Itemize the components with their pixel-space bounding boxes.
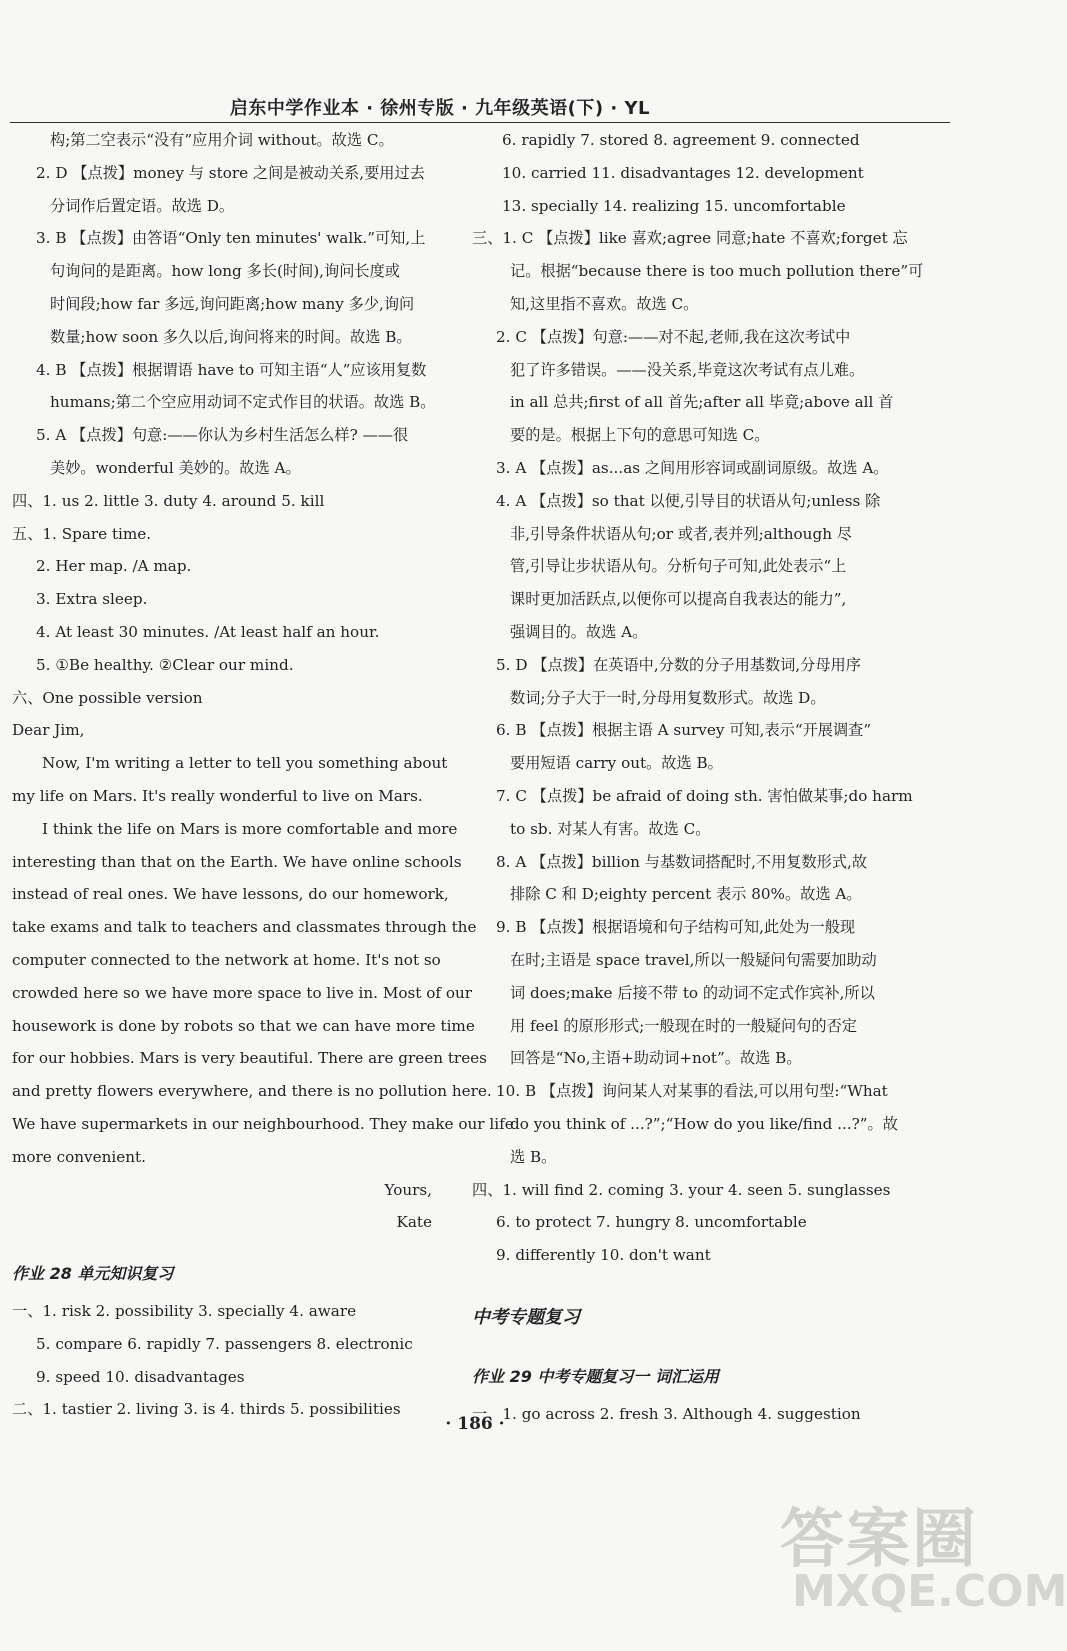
text-line: 5. A 【点拨】句意:——你认为乡村生活怎么样? ——很 [36, 426, 409, 445]
text-line: more convenient. [12, 1147, 146, 1166]
text-line: 记。根据“because there is too much pollution there”可 [510, 262, 924, 281]
text-line: 2. D 【点拨】money 与 store 之间是被动关系,要用过去 [36, 163, 425, 182]
text-line: Yours, [384, 1180, 432, 1199]
text-line: 知,这里指不喜欢。故选 C。 [510, 294, 699, 313]
text-line: 数量;how soon 多久以后,询问将来的时间。故选 B。 [50, 327, 412, 346]
text-line: 回答是“No,主语+助动词+not”。故选 B。 [510, 1049, 802, 1068]
text-line: 6. B 【点拨】根据主语 A survey 可知,表示“开展调查” [496, 721, 872, 740]
text-line: to sb. 对某人有害。故选 C。 [510, 819, 711, 838]
text-line: 8. A 【点拨】billion 与基数词搭配时,不用复数形式,故 [496, 852, 868, 871]
text-line: interesting than that on the Earth. We have online schools [12, 852, 462, 871]
text-line: 要用短语 carry out。故选 B。 [510, 754, 723, 773]
left-answer-lines [12, 124, 514, 1239]
text-line: 在时;主语是 space travel,所以一般疑问句需要加助动 [510, 950, 877, 969]
text-line: 5. ①Be healthy. ②Clear our mind. [36, 655, 294, 674]
text-line: computer connected to the network at home. It's not so [12, 950, 441, 969]
text-line: 强调目的。故选 A。 [510, 622, 648, 641]
text-line: 非,引导条件状语从句;or 或者,表并列;although 尽 [510, 524, 852, 543]
text-line: do you think of ...?”;“How do you like/find ...?”。故 [510, 1114, 898, 1133]
text-line: 5. D 【点拨】在英语中,分数的分子用基数词,分母用序 [496, 655, 861, 674]
text-line: 选 B。 [510, 1147, 557, 1166]
text-line: 四、1. will find 2. coming 3. your 4. seen 5. sunglasses [472, 1180, 891, 1199]
text-line: 4. At least 30 minutes. /At least half an hour. [36, 622, 380, 641]
text-line: 5. compare 6. rapidly 7. passengers 8. electronic [36, 1334, 413, 1353]
text-line: 9. differently 10. don't want [496, 1246, 711, 1265]
text-line: 课时更加活跃点,以便你可以提高自我表达的能力”, [510, 590, 847, 609]
text-line: 分词作后置定语。故选 D。 [50, 196, 235, 215]
text-line: for our hobbies. Mars is very beautiful. There are green trees [12, 1049, 487, 1068]
text-line: I think the life on Mars is more comfortable and more [42, 819, 458, 838]
text-line: 2. Her map. /A map. [36, 557, 192, 576]
text-line: 10. B 【点拨】询问某人对某事的看法,可以用句型:“What [496, 1082, 888, 1101]
text-line: 要的是。根据上下句的意思可知选 C。 [510, 426, 770, 445]
text-line: 时间段;how far 多远,询问距离;how many 多少,询问 [50, 294, 415, 313]
text-line: housework is done by robots so that we can have more time [12, 1016, 475, 1035]
text-line: 10. carried 11. disadvantages 12. development [502, 163, 864, 182]
header-title: 启东中学作业本 · 徐州专版 · 九年级英语(下) · YL [229, 98, 650, 119]
text-line: 四、1. us 2. little 3. duty 4. around 5. kill [12, 491, 325, 510]
section-title-28: 作业 28 单元知识复习 [12, 1264, 174, 1284]
text-line: 词 does;make 后接不带 to 的动词不定式作宾补,所以 [510, 983, 875, 1002]
text-line: 美妙。wonderful 美妙的。故选 A。 [50, 458, 301, 477]
text-line: 句询问的是距离。how long 多长(时间),询问长度或 [50, 262, 400, 281]
page-number: · 186 · [445, 1414, 505, 1434]
watermark-logo: 答案圈 [780, 1503, 978, 1577]
text-line: 用 feel 的原形形式;一般现在时的一般疑问句的否定 [510, 1016, 857, 1035]
text-line: 2. C 【点拨】句意:——对不起,老师,我在这次考试中 [496, 327, 851, 346]
text-line: 六、One possible version [12, 688, 203, 707]
text-line: Kate [396, 1213, 432, 1232]
right-column [472, 124, 924, 1431]
text-line: 五、1. Spare time. [12, 524, 152, 543]
text-line: my life on Mars. It's really wonderful to live on Mars. [12, 786, 423, 805]
text-line: 7. C 【点拨】be afraid of doing sth. 害怕做某事;do harm [496, 786, 913, 805]
text-line: take exams and talk to teachers and classmates through the [12, 918, 477, 937]
right-answer-lines [472, 124, 924, 1272]
text-line: 3. Extra sleep. [36, 590, 148, 609]
text-line: 13. specially 14. realizing 15. uncomfortable [502, 196, 846, 215]
text-line: 9. B 【点拨】根据语境和句子结构可知,此处为一般现 [496, 918, 856, 937]
text-line: 管,引导让步状语从句。分析句子可知,此处表示“上 [510, 557, 847, 576]
text-line: 二、1. tastier 2. living 3. is 4. thirds 5. possibilities [12, 1400, 401, 1419]
text-line: instead of real ones. We have lessons, do our homework, [12, 885, 449, 904]
text-line: 犯了许多错误。——没关系,毕竟这次考试有点儿难。 [510, 360, 865, 379]
page-header [10, 88, 950, 123]
text-line: and pretty flowers everywhere, and there is no pollution here. [12, 1082, 492, 1101]
text-line: 4. A 【点拨】so that 以便,引导目的状语从句;unless 除 [496, 491, 881, 510]
text-line: 一、1. go across 2. fresh 3. Although 4. suggestion [472, 1404, 861, 1423]
text-line: 一、1. risk 2. possibility 3. specially 4. aware [12, 1302, 357, 1321]
text-line: 排除 C 和 D;eighty percent 表示 80%。故选 A。 [510, 885, 862, 904]
watermark [760, 1488, 1067, 1638]
section-title-29: 作业 29 中考专题复习一 词汇运用 [472, 1366, 719, 1386]
section-28-lines [12, 1295, 444, 1426]
text-line: 4. B 【点拨】根据谓语 have to 可知主语“人”应该用复数 [36, 360, 427, 379]
text-line: 三、1. C 【点拨】like 喜欢;agree 同意;hate 不喜欢;forget 忘 [472, 229, 908, 248]
text-line: in all 总共;first of all 首先;after all 毕竟;above all 首 [510, 393, 894, 412]
text-line: 9. speed 10. disadvantages [36, 1367, 245, 1386]
text-line: 6. rapidly 7. stored 8. agreement 9. connected [502, 131, 860, 149]
big-section-title: 中考专题复习 [472, 1306, 580, 1328]
text-line: Dear Jim, [12, 721, 85, 740]
text-line: 构;第二空表示“没有”应用介词 without。故选 C。 [50, 131, 394, 149]
text-line: humans;第二个空应用动词不定式作目的状语。故选 B。 [50, 393, 436, 412]
watermark-url: MXQE.COM [792, 1566, 1067, 1617]
text-line: We have supermarkets in our neighbourhood. They make our life [12, 1114, 514, 1133]
text-line: crowded here so we have more space to live in. Most of our [12, 983, 473, 1002]
text-line: 3. B 【点拨】由答语“Only ten minutes' walk.”可知,上 [36, 229, 426, 248]
text-line: 6. to protect 7. hungry 8. uncomfortable [496, 1213, 807, 1232]
text-line: Now, I'm writing a letter to tell you something about [42, 754, 448, 773]
text-line: 数词;分子大于一时,分母用复数形式。故选 D。 [510, 688, 826, 707]
text-line: 3. A 【点拨】as...as 之间用形容词或副词原级。故选 A。 [496, 458, 889, 477]
